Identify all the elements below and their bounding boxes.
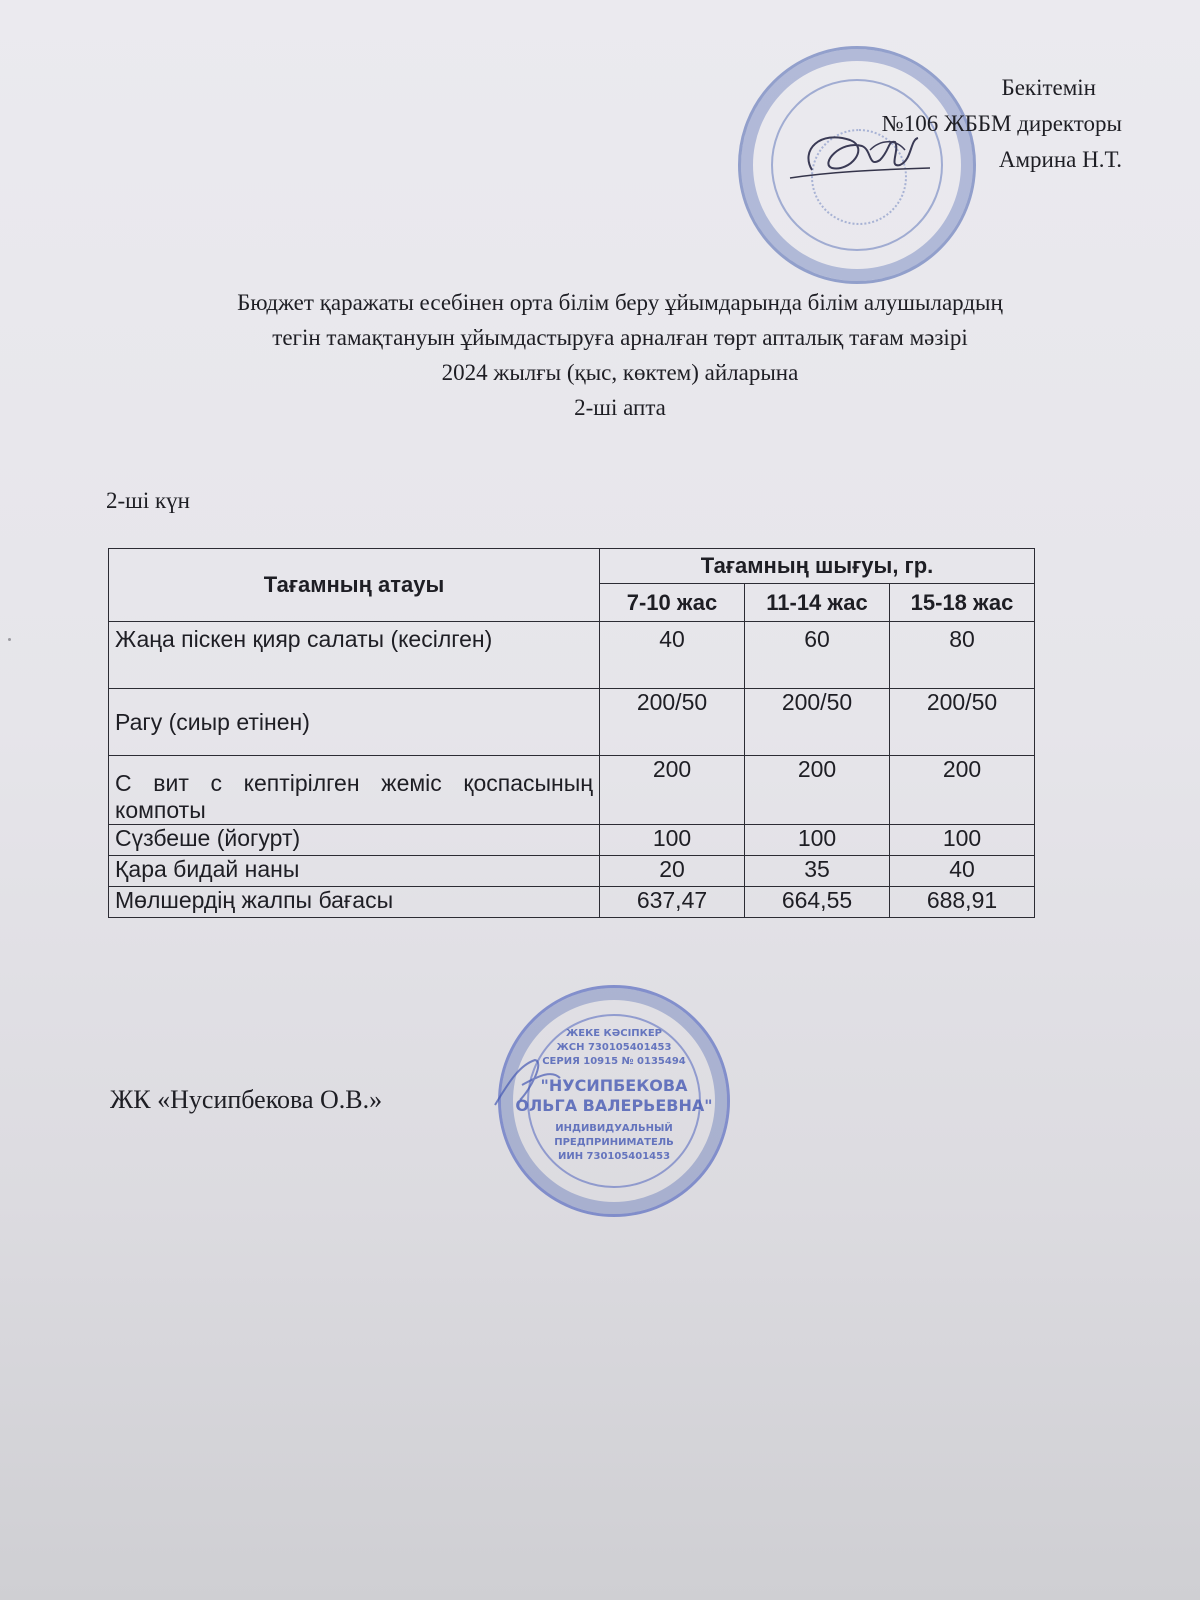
stamp-text: ИНДИВИДУАЛЬНЫЙ: [555, 1123, 673, 1134]
day-label: 2-ші күн: [106, 488, 190, 513]
yield-cell: 20: [600, 856, 745, 887]
header-yield: Тағамның шығуы, гр.: [600, 549, 1035, 584]
approval-name: Амрина Н.Т.: [998, 147, 1122, 172]
stamp-text: ЖЕКЕ КӘСІПКЕР: [566, 1028, 662, 1039]
dish-name: Жаңа піскен қияр салаты (кесілген): [109, 622, 600, 689]
stamp-text: СЕРИЯ 10915 № 0135494: [542, 1056, 686, 1067]
yield-cell: 200/50: [745, 689, 890, 756]
stamp-text: ИИН 730105401453: [557, 1151, 671, 1162]
yield-cell: 40: [600, 622, 745, 689]
stamp-text: ОЛЬГА ВАЛЕРЬЕВНА": [515, 1096, 713, 1115]
dish-name: Қара бидай наны: [109, 856, 600, 887]
total-label: Мөлшердің жалпы бағасы: [109, 887, 600, 918]
stamp-text: ЖСН 730105401453: [556, 1042, 672, 1053]
dish-name: С вит с кептірілген жеміс қоспасының компоты: [109, 756, 600, 825]
heading-line-3: 2024 жылғы (қыс, көктем) айларына: [441, 360, 799, 385]
approval-position: №106 ЖББМ директоры: [881, 111, 1122, 136]
yield-cell: 200/50: [890, 689, 1035, 756]
dish-name: Сүзбеше (йогурт): [109, 825, 600, 856]
approval-title: Бекітемін: [1001, 75, 1096, 100]
header-age-15-18: 15-18 жас: [890, 584, 1035, 622]
yield-cell: 80: [890, 622, 1035, 689]
header-age-11-14: 11-14 жас: [745, 584, 890, 622]
yield-cell: 200: [600, 756, 745, 825]
stamp-text: ПРЕДПРИНИМАТЕЛЬ: [554, 1137, 674, 1148]
total-cell: 637,47: [600, 887, 745, 918]
header-age-7-10: 7-10 жас: [600, 584, 745, 622]
yield-cell: 100: [600, 825, 745, 856]
total-cell: 664,55: [745, 887, 890, 918]
header-dish-name: Тағамның атауы: [109, 549, 600, 622]
dish-name: Рагу (сиыр етінен): [109, 689, 600, 756]
yield-cell: 200/50: [600, 689, 745, 756]
yield-cell: 35: [745, 856, 890, 887]
heading-line-1: Бюджет қаражаты есебінен орта білім беру ұйымдарында білім алушылардың: [237, 290, 1003, 315]
yield-cell: 60: [745, 622, 890, 689]
stamp-text: "НУСИПБЕКОВА: [540, 1076, 688, 1095]
contractor-name: ЖК «Нусипбекова О.В.»: [110, 1085, 383, 1114]
yield-cell: 200: [890, 756, 1035, 825]
heading-line-2: тегін тамақтануын ұйымдастыруға арналған төрт апталық тағам мәзірі: [272, 325, 968, 350]
yield-cell: 100: [890, 825, 1035, 856]
total-cell: 688,91: [890, 887, 1035, 918]
yield-cell: 100: [745, 825, 890, 856]
yield-cell: 200: [745, 756, 890, 825]
yield-cell: 40: [890, 856, 1035, 887]
heading-week: 2-ші апта: [574, 395, 666, 420]
